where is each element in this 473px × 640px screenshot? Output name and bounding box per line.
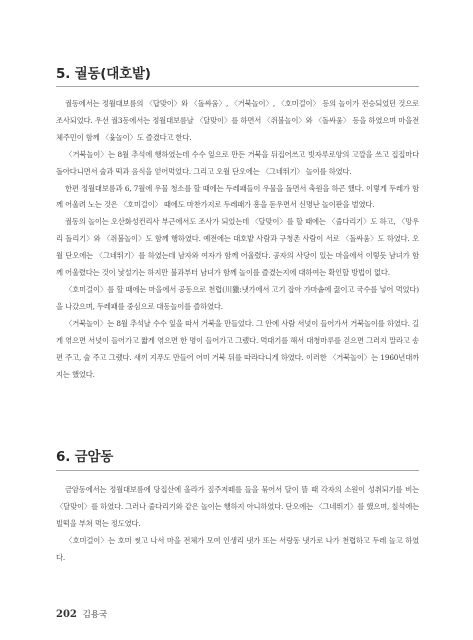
paragraph: 〈호미걸이〉를 할 때에는 마을에서 공동으로 천렵(川獵:냇가에서 고기 잡아 가마솥에 끓이고 국수를 넣어 먹었다)을 나갔으며, 두레패를 중심으로 대동놀이를 즐하였다. <box>56 284 419 311</box>
page-footer <box>56 608 107 620</box>
section-title: 6. 금암동 <box>56 449 114 465</box>
section-body <box>56 96 419 383</box>
paragraph: 금암동에서는 정월대보름에 당집산에 올라가 짚주저떼를 들을 묶어서 달이 뜰 때 각자의 소원이 성취되기를 비는 〈달맞이〉를 하였다. 그러나 줄다리기와 같은 놀이는 행하지 아니하였다. 단오에는 〈그네뛰기〉를 했으며, 칠석에는 빌떡을 부쳐 먹는 정도였다. <box>56 485 419 528</box>
paragraph: 〈거북놀이〉는 8월 추석날 수수 잎을 따서 거북을 만들었다. 그 안에 사람 서넛이 들어가서 거북놀이를 하였다. 길게 엮으면 서넛이 들어가고 짧게 엮으면 한 명이 들어가고 그랬다. 먹대기를 해서 대청마루를 걷으면 그러지 말라고 송편 주고, 술 주고 그랬다. 새끼 지푸도 만들어 어미 거북 뒤를 따라다니게 하였다. 이러한 〈거북놀이〉는 1960년대까지는 했었다. <box>56 318 419 379</box>
paragraph: 〈호미걸이〉는 호미 씻고 나서 마을 전체가 모여 인생리 냇가 또는 서랑동 냇가로 나가 천렵하고 두레 놀고 하였다. <box>56 535 419 562</box>
section-title: 5. 궐동(대호밭) <box>56 66 151 82</box>
running-title: 김용국 <box>82 610 108 620</box>
page-number: 202 <box>56 609 77 620</box>
paragraph: 궐동에서는 정월대보름의 〈답맞이〉와 〈돌싸움〉, 〈거북놀이〉, 〈호미걸이〉 등의 놀이가 전승되었던 것으로 조사되었다. 우선 궐3동에서는 정월대보름날 〈달맞이〉를 하면서 〈쥐불놀이〉와 〈돌싸움〉 등을 하였으며 마을전체주민이 함께 〈윷놀이〉도 즐겼다고 한다. <box>56 99 419 142</box>
paragraph: 궐동의 놀이는 오산화성컨리사 부근에서도 조사가 되었는데 〈달맞이〉를 할 때에는 〈줄다리기〉도 하고, 〈망우리 돌리기〉와 〈쥐불놀이〉도 함께 행하였다. 예전에는 대호밭 사람과 구청촌 사람이 서로 〈돌싸움〉도 하였다. 오월 단오에는 〈그네뛰기〉를 하였는데 남자와 여자가 함께 어울렸다. 공자의 사당이 있는 마을에서 이렇듯 남녀가 함께 어울렸다는 것이 낯설기는 하지만 불과부터 남녀가 함께 놀이를 즐겼는지에 대하여는 확인할 방법이 없다. <box>56 217 419 278</box>
section-divider <box>56 86 419 87</box>
section-body <box>56 482 419 567</box>
section-divider <box>56 470 419 471</box>
paragraph: 〈거북놀이〉는 8월 추석에 행하였는데 수수 잎으로 만든 거북을 뒤집어쓰고 빗자루로양의 고깔을 쓰고 집집마다 돌아다니면서 술과 떡과 음식을 얻어먹었다. 그리고 오월 단오에는 〈그네뛰기〉 놀이를 하였다. <box>56 149 419 176</box>
paragraph: 한편 정월대보름과 6, 7월에 우물 청소를 할 때에는 두레패들이 우물을 돌면서 축원을 하곤 했다. 이렇게 두레가 함께 어울려 노는 것은 〈호미걸이〉 때에도 마찬가지로 두레패가 흥을 돋우면서 신명난 놀이판을 벌였다. <box>56 183 419 210</box>
